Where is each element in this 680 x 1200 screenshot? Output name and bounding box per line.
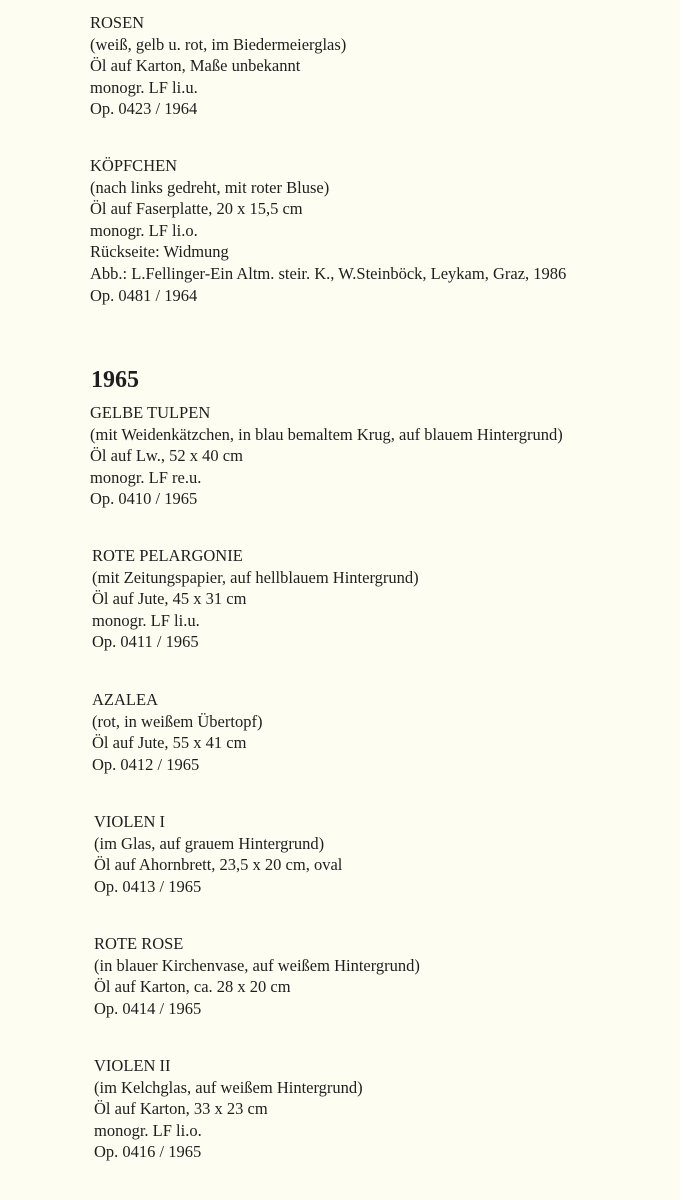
entry-medium: Öl auf Karton, Maße unbekannt [90, 56, 301, 76]
entry-opus: Op. 0413 / 1965 [94, 876, 202, 896]
entry-description: (rot, in weißem Übertopf) [92, 711, 263, 731]
entry-medium: Öl auf Lw., 52 x 40 cm [90, 446, 243, 466]
year-heading: 1965 [91, 367, 139, 393]
entry-signature: monogr. LF li.u. [92, 610, 200, 630]
entry-medium: Öl auf Faserplatte, 20 x 15,5 cm [90, 199, 303, 219]
catalog-entry [90, 12, 346, 120]
entry-signature: monogr. LF li.u. [90, 77, 198, 97]
entry-title: AZALEA [92, 690, 158, 709]
entry-medium: Öl auf Ahornbrett, 23,5 x 20 cm, oval [94, 855, 343, 875]
entry-opus: Op. 0411 / 1965 [92, 632, 199, 652]
entry-title: ROTE ROSE [94, 934, 184, 953]
entry-title: GELBE TULPEN [90, 403, 211, 422]
entry-description: (mit Zeitungspapier, auf hellblauem Hintergrund) [92, 567, 419, 587]
entry-description: (im Glas, auf grauem Hintergrund) [94, 833, 325, 853]
entry-medium: Öl auf Jute, 55 x 41 cm [92, 733, 247, 753]
catalog-entry [92, 689, 262, 775]
entry-description: (in blauer Kirchenvase, auf weißem Hintergrund) [94, 955, 420, 975]
entry-opus: Op. 0423 / 1964 [90, 99, 198, 119]
catalog-entry [92, 545, 419, 653]
entry-opus: Op. 0416 / 1965 [94, 1142, 202, 1162]
entry-note: Rückseite: Widmung [90, 242, 229, 262]
entry-opus: Op. 0410 / 1965 [90, 489, 198, 509]
entry-description: (weiß, gelb u. rot, im Biedermeierglas) [90, 34, 347, 54]
entry-description: (im Kelchglas, auf weißem Hintergrund) [94, 1077, 363, 1097]
entry-signature: monogr. LF li.o. [90, 220, 198, 240]
entry-reference: Abb.: L.Fellinger-Ein Altm. steir. K., W.Steinböck, Leykam, Graz, 1986 [90, 263, 567, 283]
catalog-entry [90, 155, 566, 306]
entry-signature: monogr. LF re.u. [90, 467, 202, 487]
entry-title: ROTE PELARGONIE [92, 546, 243, 565]
entry-opus: Op. 0412 / 1965 [92, 754, 200, 774]
entry-title: KÖPFCHEN [90, 156, 178, 175]
entry-medium: Öl auf Karton, ca. 28 x 20 cm [94, 977, 291, 997]
entry-signature: monogr. LF li.o. [94, 1120, 202, 1140]
entry-medium: Öl auf Jute, 45 x 31 cm [92, 589, 247, 609]
entry-title: VIOLEN I [94, 812, 166, 831]
catalog-entry [94, 933, 420, 1019]
entry-title: ROSEN [90, 13, 145, 32]
catalog-entry [94, 1055, 363, 1163]
entry-opus: Op. 0481 / 1964 [90, 285, 198, 305]
catalog-entry [94, 811, 342, 897]
entry-description: (nach links gedreht, mit roter Bluse) [90, 177, 330, 197]
entry-opus: Op. 0414 / 1965 [94, 998, 202, 1018]
catalog-entry [90, 402, 563, 510]
entry-title: VIOLEN II [94, 1056, 171, 1075]
entry-description: (mit Weidenkätzchen, in blau bemaltem Krug, auf blauem Hintergrund) [90, 424, 563, 444]
entry-medium: Öl auf Karton, 33 x 23 cm [94, 1099, 268, 1119]
